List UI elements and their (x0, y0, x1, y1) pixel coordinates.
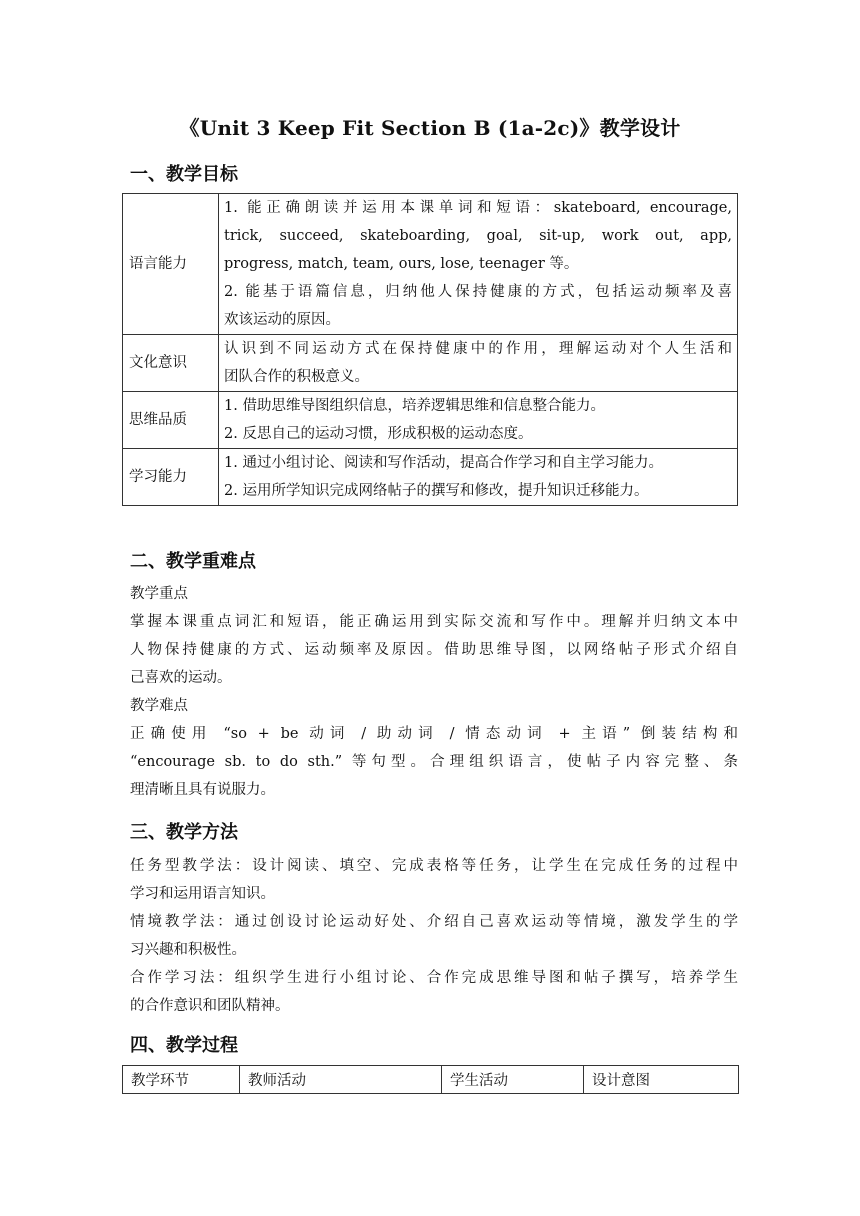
content-line: 2. 反思自己的运动习惯，形成积极的运动态度。 (224, 426, 533, 442)
paragraph-line: 合作学习法：组织学生进行小组讨论、合作完成思维导图和帖子撰写，培养学生 (130, 970, 738, 986)
paragraph-line: 正确使用 “so + be 动词 / 助动词 / 情态动词 + 主语” 倒装结构和 (130, 726, 738, 742)
key-points-body (130, 580, 738, 804)
methods-body (130, 852, 738, 1020)
content-line: 1. 能正确朗读并运用本课单词和短语：skateboard, encourage, (224, 200, 732, 216)
paragraph-line: 理清晰且具有说服力。 (130, 782, 275, 798)
section-heading-process: 四、教学过程 (130, 1035, 238, 1056)
section-heading-methods: 三、教学方法 (130, 822, 238, 843)
paragraph-line: 的合作意识和团队精神。 (130, 998, 290, 1014)
paragraph-line: 己喜欢的运动。 (130, 670, 232, 686)
process-table (122, 1065, 739, 1094)
table-row (123, 335, 738, 392)
column-header: 教师活动 (240, 1066, 442, 1094)
table-row (123, 392, 738, 449)
paragraph-line: 学习和运用语言知识。 (130, 886, 275, 902)
content-line: 1. 借助思维导图组织信息，培养逻辑思维和信息整合能力。 (224, 398, 605, 414)
category-cell: 文化意识 (123, 335, 219, 392)
content-line: 2. 能基于语篇信息，归纳他人保持健康的方式，包括运动频率及喜 (224, 284, 732, 300)
paragraph-line: “encourage sb. to do sth.” 等句型。合理组织语言，使帖子内容完整、条 (130, 754, 738, 770)
content-line: 团队合作的积极意义。 (224, 369, 369, 385)
objectives-table (122, 193, 738, 506)
content-cell (219, 335, 738, 392)
category-cell: 思维品质 (123, 392, 219, 449)
sub-label-focus: 教学重点 (130, 586, 188, 602)
table-header-row (123, 1066, 739, 1094)
content-cell (219, 194, 738, 335)
section-heading-objectives: 一、教学目标 (130, 164, 238, 185)
content-line: 欢该运动的原因。 (224, 312, 340, 328)
content-cell (219, 449, 738, 506)
content-line: progress, match, team, ours, lose, teenager 等。 (224, 256, 579, 272)
content-line: 1. 通过小组讨论、阅读和写作活动，提高合作学习和自主学习能力。 (224, 455, 663, 471)
paragraph-line: 情境教学法：通过创设讨论运动好处、介绍自己喜欢运动等情境，激发学生的学 (130, 914, 738, 930)
category-cell: 学习能力 (123, 449, 219, 506)
category-cell: 语言能力 (123, 194, 219, 335)
column-header: 设计意图 (584, 1066, 739, 1094)
content-line: 2. 运用所学知识完成网络帖子的撰写和修改，提升知识迁移能力。 (224, 483, 649, 499)
table-row (123, 449, 738, 506)
paragraph-line: 人物保持健康的方式、运动频率及原因。借助思维导图，以网络帖子形式介绍自 (130, 642, 738, 658)
column-header: 教学环节 (123, 1066, 240, 1094)
column-header: 学生活动 (442, 1066, 584, 1094)
section-heading-key-points: 二、教学重难点 (130, 551, 256, 572)
content-cell (219, 392, 738, 449)
paragraph-line: 掌握本课重点词汇和短语，能正确运用到实际交流和写作中。理解并归纳文本中 (130, 614, 738, 630)
paragraph-line: 习兴趣和积极性。 (130, 942, 246, 958)
sub-label-difficulty: 教学难点 (130, 698, 188, 714)
page-title: 《Unit 3 Keep Fit Section B (1a-2c)》教学设计 (179, 116, 681, 140)
content-line: 认识到不同运动方式在保持健康中的作用，理解运动对个人生活和 (224, 341, 732, 357)
content-line: trick, succeed, skateboarding, goal, sit-up, work out, app, (224, 228, 732, 244)
paragraph-line: 任务型教学法：设计阅读、填空、完成表格等任务，让学生在完成任务的过程中 (130, 858, 738, 874)
table-row (123, 194, 738, 335)
